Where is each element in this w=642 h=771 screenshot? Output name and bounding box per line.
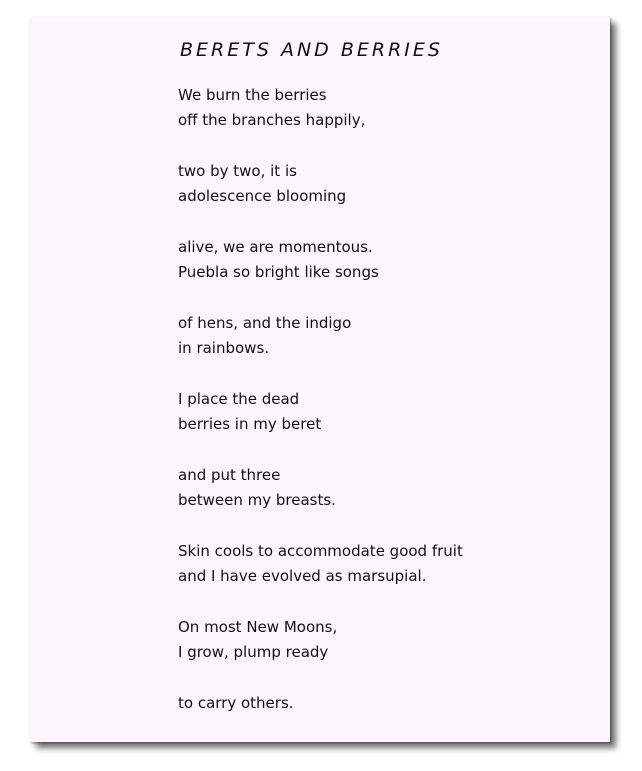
poem-line: alive, we are momentous. [178, 238, 373, 256]
poem-stanza [178, 539, 588, 589]
poem-stanza [178, 387, 588, 437]
poem-title: BERETS AND BERRIES [180, 39, 443, 61]
poem-line: between my breasts. [178, 491, 336, 509]
poem-line: On most New Moons, [178, 618, 338, 636]
poem-line: adolescence blooming [178, 187, 347, 205]
poem-stanza [178, 311, 588, 361]
poem-line: Skin cools to accommodate good fruit [178, 542, 463, 560]
poem-stanza [178, 463, 588, 513]
poem-stanza [178, 615, 588, 665]
poem-stanza [178, 159, 588, 209]
poem-line: Puebla so bright like songs [178, 263, 379, 281]
poem-stanza [178, 83, 588, 133]
poem-line: and put three [178, 466, 281, 484]
poem-body [178, 83, 588, 742]
poem-line: of hens, and the indigo [178, 314, 352, 332]
poem-page [30, 17, 610, 742]
poem-line: two by two, it is [178, 162, 297, 180]
poem-line: off the branches happily, [178, 111, 366, 129]
poem-line: I place the dead [178, 390, 300, 408]
poem-line: and I have evolved as marsupial. [178, 567, 427, 585]
poem-stanza [178, 691, 588, 716]
poem-line: We burn the berries [178, 86, 327, 104]
poem-line: in rainbows. [178, 339, 270, 357]
poem-stanza [178, 235, 588, 285]
poem-line: to carry others. [178, 694, 294, 712]
poem-line: I grow, plump ready [178, 643, 329, 661]
poem-line: berries in my beret [178, 415, 322, 433]
